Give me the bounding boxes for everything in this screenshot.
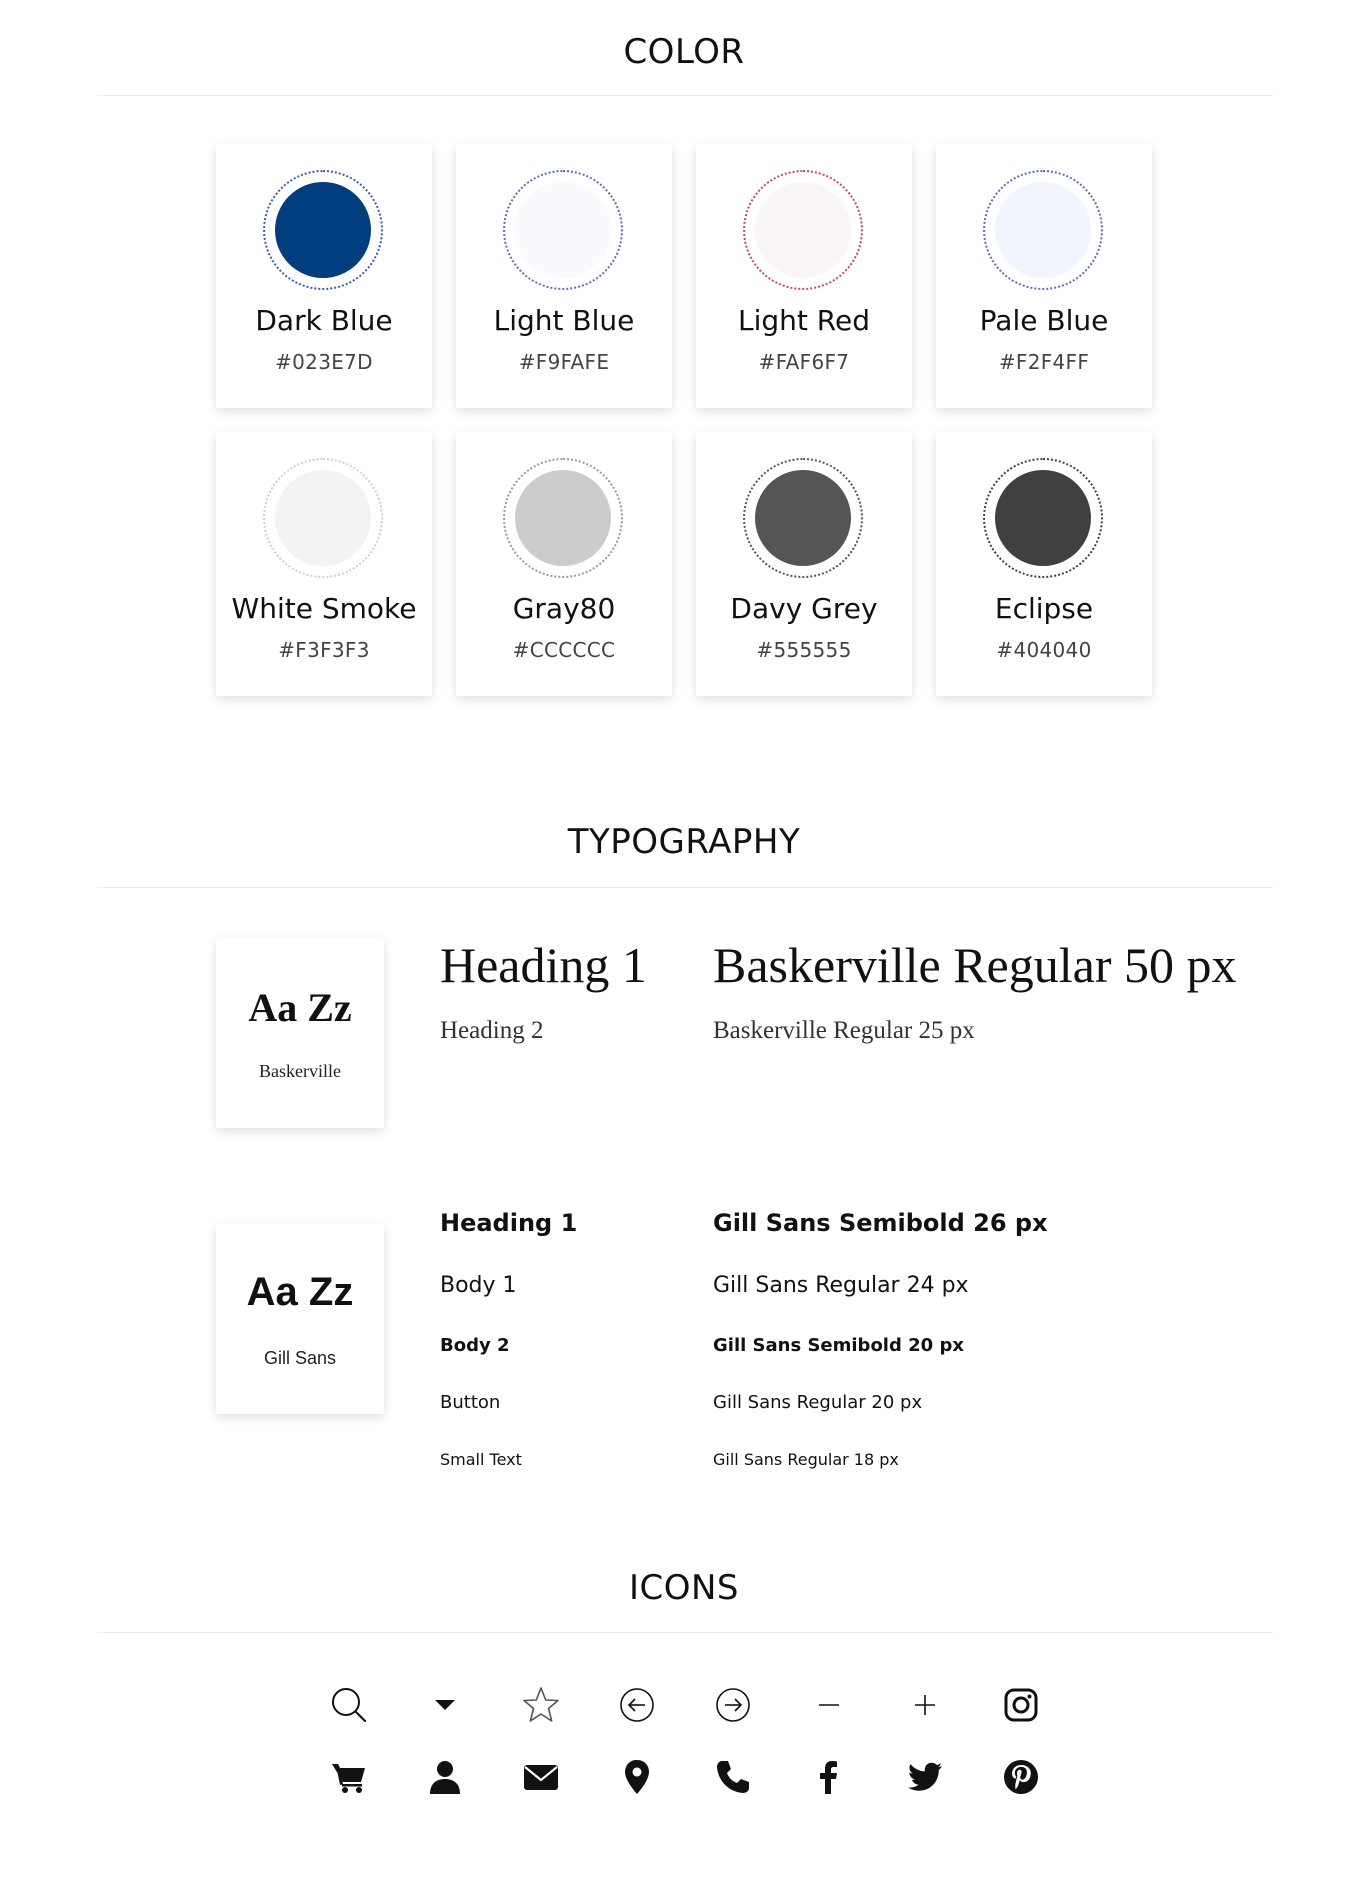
font-card-baskerville <box>216 938 384 1128</box>
type-spec-heading-1-baskerville: Baskerville Regular 50 px <box>713 937 1237 993</box>
arrow-right-circle-icon[interactable] <box>713 1685 753 1725</box>
color-swatch <box>515 182 611 278</box>
color-hex: #023E7D <box>275 350 373 374</box>
minus-icon[interactable] <box>809 1685 849 1725</box>
type-spec-small-text-gill: Gill Sans Regular 18 px <box>713 1450 899 1469</box>
color-name: Gray80 <box>512 592 616 625</box>
color-swatch <box>275 470 371 566</box>
facebook-icon[interactable] <box>809 1757 849 1797</box>
color-card <box>936 432 1152 696</box>
pinterest-icon[interactable] <box>1001 1757 1041 1797</box>
type-heading-1-gill: Heading 1 <box>440 1209 578 1237</box>
color-swatch-ring <box>263 170 383 290</box>
color-name: Davy Grey <box>730 592 878 625</box>
section-title-color: COLOR <box>623 32 745 72</box>
phone-icon[interactable] <box>713 1757 753 1797</box>
font-label-baskerville: Baskerville <box>259 1061 341 1081</box>
type-button-gill: Button <box>440 1392 501 1413</box>
color-hex: #FAF6F7 <box>758 350 850 374</box>
color-hex: #404040 <box>996 638 1092 662</box>
star-icon[interactable] <box>521 1685 561 1725</box>
type-spec-heading-2-baskerville: Baskerville Regular 25 px <box>713 1017 975 1044</box>
divider <box>97 1632 1273 1633</box>
color-name: Eclipse <box>994 592 1094 625</box>
cart-icon[interactable] <box>329 1757 369 1797</box>
type-body-2-gill: Body 2 <box>440 1335 510 1356</box>
color-swatch <box>755 470 851 566</box>
color-hex: #555555 <box>756 638 852 662</box>
type-spec-body-2-gill: Gill Sans Semibold 20 px <box>713 1335 964 1356</box>
section-title-icons: ICONS <box>628 1568 740 1608</box>
color-name: Light Blue <box>493 304 635 337</box>
color-swatch-ring <box>743 170 863 290</box>
color-swatch <box>515 470 611 566</box>
color-name: Light Red <box>738 304 870 337</box>
type-heading-1-baskerville: Heading 1 <box>440 937 647 993</box>
color-card <box>456 144 672 408</box>
caret-down-icon[interactable] <box>425 1685 465 1725</box>
color-card <box>696 144 912 408</box>
color-name: Pale Blue <box>979 304 1109 337</box>
type-spec-heading-1-gill: Gill Sans Semibold 26 px <box>713 1209 1048 1237</box>
location-pin-icon[interactable] <box>617 1757 657 1797</box>
color-card <box>696 432 912 696</box>
instagram-icon[interactable] <box>1001 1685 1041 1725</box>
color-swatch <box>995 182 1091 278</box>
type-heading-2-baskerville: Heading 2 <box>440 1017 544 1044</box>
font-sample-baskerville: Aa Zz <box>248 985 352 1030</box>
mail-icon[interactable] <box>521 1757 561 1797</box>
color-card <box>216 144 432 408</box>
type-spec-button-gill: Gill Sans Regular 20 px <box>713 1392 923 1413</box>
color-card <box>936 144 1152 408</box>
color-swatch <box>995 470 1091 566</box>
type-spec-body-1-gill: Gill Sans Regular 24 px <box>713 1273 969 1298</box>
user-icon[interactable] <box>425 1757 465 1797</box>
color-swatch-ring <box>503 458 623 578</box>
color-swatch <box>755 182 851 278</box>
arrow-left-circle-icon[interactable] <box>617 1685 657 1725</box>
color-hex: #F2F4FF <box>998 350 1090 374</box>
color-swatch-ring <box>743 458 863 578</box>
plus-icon[interactable] <box>905 1685 945 1725</box>
divider <box>97 887 1273 888</box>
type-body-1-gill: Body 1 <box>440 1273 517 1298</box>
search-icon[interactable] <box>329 1685 369 1725</box>
font-card-gill-sans <box>216 1224 384 1414</box>
color-hex: #F3F3F3 <box>278 638 370 662</box>
color-name: Dark Blue <box>255 304 393 337</box>
color-swatch <box>275 182 371 278</box>
color-hex: #CCCCCC <box>512 638 616 662</box>
color-hex: #F9FAFE <box>518 350 610 374</box>
color-card <box>456 432 672 696</box>
color-swatch-ring <box>983 170 1103 290</box>
color-swatch-ring <box>263 458 383 578</box>
divider <box>97 95 1273 96</box>
twitter-icon[interactable] <box>905 1757 945 1797</box>
color-card <box>216 432 432 696</box>
color-swatch-ring <box>983 458 1103 578</box>
color-swatch-ring <box>503 170 623 290</box>
type-small-text-gill: Small Text <box>440 1450 522 1469</box>
color-name: White Smoke <box>231 592 417 625</box>
font-sample-gill-sans: Aa Zz <box>246 1270 354 1314</box>
section-title-typography: TYPOGRAPHY <box>567 822 801 862</box>
font-label-gill-sans: Gill Sans <box>263 1348 337 1368</box>
